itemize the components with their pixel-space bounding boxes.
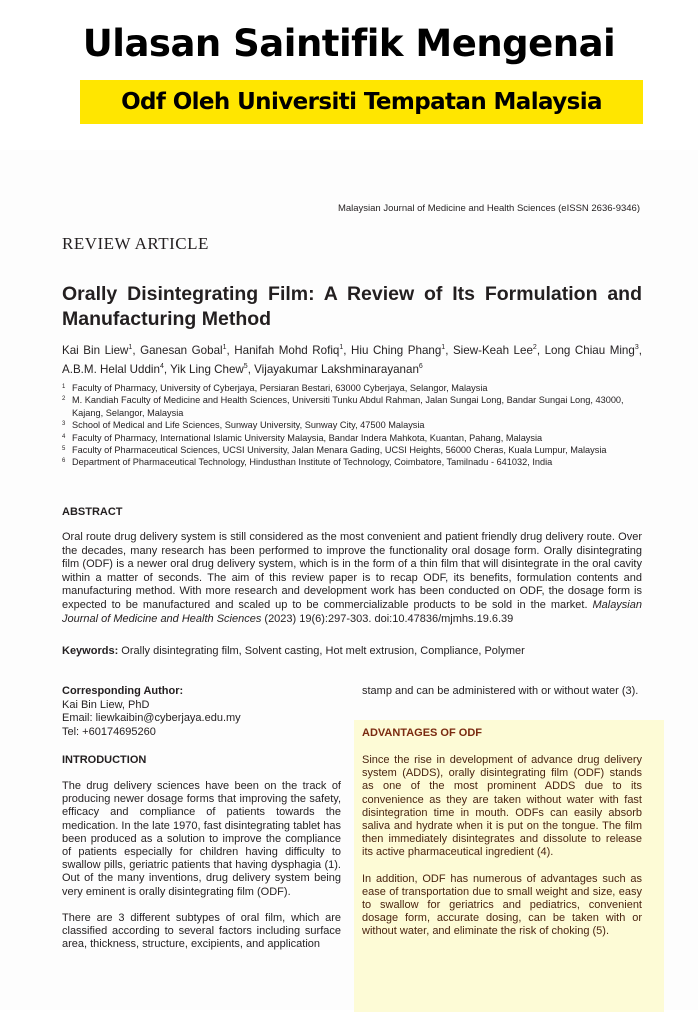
affiliation: 4 Faculty of Pharmacy, International Islamic University Malaysia, Bandar Indera Mahkota, Kuantan, Pahang, Malaysia <box>62 432 543 443</box>
author: A.B.M. Helal Uddin$^4$, <box>62 362 171 376</box>
affiliation: 5 Faculty of Pharmaceutical Sciences, UCSI University, Jalan Menara Gading, UCSI Heights, 56000 Cheras, Kuala Lumpur, Malaysia <box>62 445 607 456</box>
abstract-heading: ABSTRACT <box>62 506 123 518</box>
corresponding-email: Email: liewkaibin@cyberjaya.edu.my <box>62 712 241 724</box>
paragraph: In addition, ODF has numerous of advantages such as ease of transportation due to small weight and size, easy to swallow for geriatrics and pediatrics, convenient dosage form, accurate dosing, can be taken with or without water, and eliminate the risk of choking (5). <box>362 872 642 938</box>
keywords <box>62 645 642 657</box>
affiliation: 6 Department of Pharmaceutical Technology, Hindusthan Institute of Technology, Coimbatore, Tamilnadu - 641032, India <box>62 457 553 468</box>
corresponding-name: Kai Bin Liew, PhD <box>62 698 150 711</box>
continued-text: stamp and can be administered with or without water (3). <box>362 685 639 697</box>
banner-subtitle: Odf Oleh Universiti Tempatan Malaysia <box>80 80 643 124</box>
paragraph: The drug delivery sciences have been on the track of producing newer dosage forms that improving the safety, efficacy and compliance of patients towards the medication. In the late 1970, fast disintegrating tablet has been produced as a solution to improve the compliance of patients especially for children having difficulty to swallow pills, geriatric patients that having dysphagia (1). Out of the many inventions, drug delivery system being very eminent is orally disintegrating film (ODF). <box>62 780 341 898</box>
advantages-body <box>362 754 642 952</box>
author: Ganesan Gobal$^1$, <box>140 343 235 357</box>
paper-title <box>62 282 642 332</box>
title-line-2: Manufacturing Method <box>62 308 272 330</box>
introduction-body <box>62 780 341 964</box>
citation-journal: Malaysian Journal of Medicine and Health Sciences <box>62 598 642 625</box>
abstract-body: Oral route drug delivery system is still considered as the most convenient and patient friendly drug delivery route. Over the decades, many research has been performed to improve the functionality oral dosage form. Orally disintegrating film (ODF) is a newer oral drug delivery system, which is in the form of a thin film that will disintegrate in the oral cavity within a matter of seconds. The aim of this review paper is to recap ODF, its benefits, formulation contents and manufacturing method. With more research and development work has been conducted on ODF, the dosage form is expected to be manufactured and scaled up to be commercializable products to be sold in the market. Malaysian Journal of Medicine and Health Sciences (2023) 19(6):297-303. doi:10.47836/mjmhs.19.6.39 <box>62 531 642 625</box>
paragraph: Since the rise in development of advance drug delivery system (ADDS), orally disintegrating film (ODF) stands as one of the most prominent ADDS due to its convenience as they are taken without water with fast disintegration time in mouth. ODFs can easily absorb saliva and hydrate when it is put on the tongue. The film then immediately disintegrates and dissolute to release its active pharmaceutical ingredient (4). <box>362 754 642 859</box>
introduction-heading: INTRODUCTION <box>62 754 147 766</box>
affiliation: 1 Faculty of Pharmacy, University of Cyberjaya, Persiaran Bestari, 63000 Cyberjaya, Selangor, Malaysia <box>62 383 488 393</box>
paragraph: There are 3 different subtypes of oral film, which are classified according to several factors including surface area, thickness, structure, excipients, and application <box>62 911 341 951</box>
advantages-heading: ADVANTAGES OF ODF <box>362 727 482 739</box>
banner-title: Ulasan Saintifik Mengenai <box>82 22 616 65</box>
affiliation-list <box>62 382 642 469</box>
author: Vijayakumar Lakshminarayanan$^6$ <box>254 362 423 376</box>
author-list <box>62 340 642 378</box>
keywords-label: Keywords: <box>62 645 119 657</box>
banner <box>0 0 698 150</box>
keywords-text: Orally disintegrating film, Solvent casting, Hot melt extrusion, Compliance, Polymer <box>118 645 525 657</box>
author: Kai Bin Liew$^1$, <box>62 343 141 357</box>
paper-page <box>0 150 698 1010</box>
author: Siew-Keah Lee$^2$, <box>452 343 545 357</box>
corresponding-tel: Tel: +60174695260 <box>62 725 156 738</box>
author: Hiu Ching Phang$^1$, <box>351 343 453 357</box>
journal-header: Malaysian Journal of Medicine and Health Sciences (eISSN 2636-9346) <box>337 203 640 214</box>
author: Yik Ling Chew$^5$, <box>170 362 255 376</box>
affiliation: 2 M. Kandiah Faculty of Medicine and Health Sciences, Universiti Tunku Abdul Rahman, Jalan Sungai Long, Bandar Sungai Long, 43000, Kajang, Selangor, Malaysia <box>62 395 624 418</box>
corresponding-heading: Corresponding Author: <box>62 685 184 697</box>
corresponding-author <box>62 685 342 739</box>
affiliation: 3 School of Medical and Life Sciences, Sunway University, Sunway City, 47500 Malaysia <box>62 420 425 431</box>
article-type: REVIEW ARTICLE <box>62 234 209 253</box>
title-line-1: Orally Disintegrating Film: A Review of Its Formulation and <box>62 283 642 305</box>
author: Long Chiau Ming$^3$, <box>544 343 642 357</box>
citation-details: (2023) 19(6):297-303. doi:10.47836/mjmhs.19.6.39 <box>261 612 514 625</box>
author: Hanifah Mohd Rofiq$^1$, <box>234 343 352 357</box>
